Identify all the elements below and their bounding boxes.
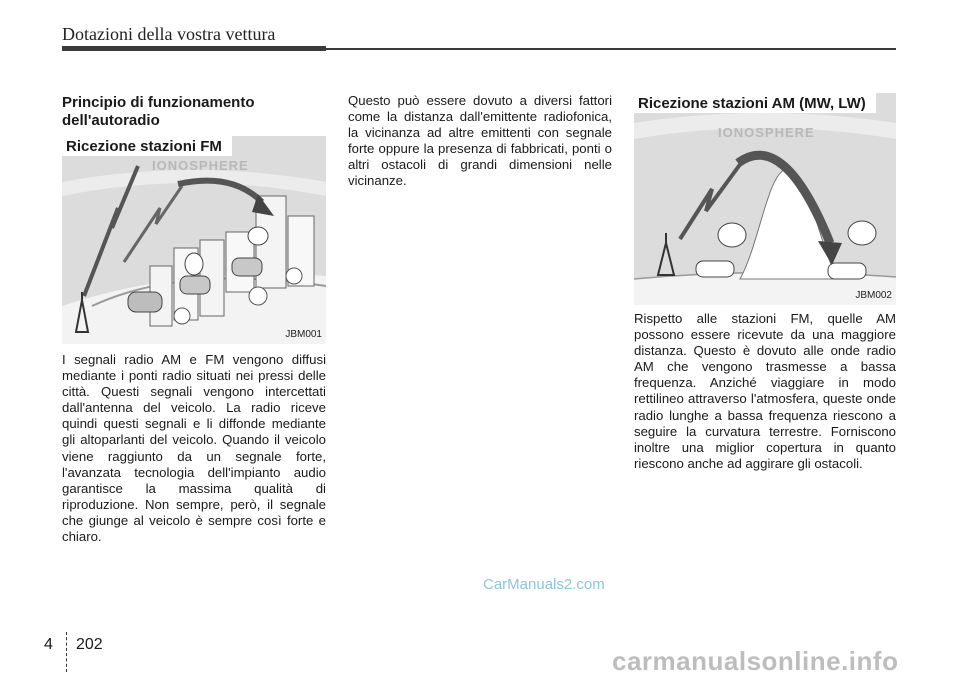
header-rule-thin xyxy=(326,48,896,50)
footer-divider xyxy=(66,632,68,672)
left-paragraph: I segnali radio AM e FM vengono diffusi mediante i ponti radio situati nei pressi delle città. Questi segnali vengono intercettati dall'antenna del veicolo. La radio riceve quindi questi segnali e li diffonde mediante gli altoparlanti del veicolo. Quando il veicolo viene raggiunto da un segnale forte, l'avanzata tecnologia dell'impianto audio garantisce la massima qualità di riproduzione. Non sempre, però, il segnale che giunge al veicolo è sempre così forte e chiaro. xyxy=(62,352,326,545)
site-watermark: carmanualsonline.info xyxy=(612,646,899,676)
section-number: 4 xyxy=(44,636,53,653)
page-number: 202 xyxy=(76,636,103,653)
figure-code: JBM001 xyxy=(285,329,322,340)
middle-paragraph: Questo può essere dovuto a diversi fattori come la distanza dall'emittente radiofonica, la vicinanza ad altre emittenti con segnale forte oppure la presenza di fabbricati, ponti o altri ostacoli di grandi dimensioni nelle vicinanze. xyxy=(348,93,612,189)
figure-code: JBM002 xyxy=(855,290,892,301)
right-paragraph: Rispetto alle stazioni FM, quelle AM possono essere ricevute da una maggiore distanza. Questo è dovuto alle onde radio AM che vengono trasmesse a bassa frequenza. Anziché viaggiare in modo rettilineo attraverso l'atmosfera, queste onde radio lunghe a bassa frequenza riescono a seguire la curvatura terrestre. Forniscono inoltre una miglior copertura in quanto riescono anche ad aggirare gli ostacoli. xyxy=(634,311,896,471)
figure-label: Ricezione stazioni AM (MW, LW) xyxy=(634,93,876,113)
am-reception-figure xyxy=(634,93,896,305)
header-title: Dotazioni della vostra vettura xyxy=(62,24,276,44)
ionosphere-label: IONOSPHERE xyxy=(718,125,815,140)
figure-label: Ricezione stazioni FM xyxy=(62,136,232,156)
section-heading: Principio di funzionamento dell'autoradio xyxy=(62,94,255,129)
header-rule xyxy=(62,46,326,51)
ionosphere-label: IONOSPHERE xyxy=(152,158,249,173)
fm-reception-figure xyxy=(62,136,326,344)
watermark: CarManuals2.com xyxy=(483,576,605,593)
